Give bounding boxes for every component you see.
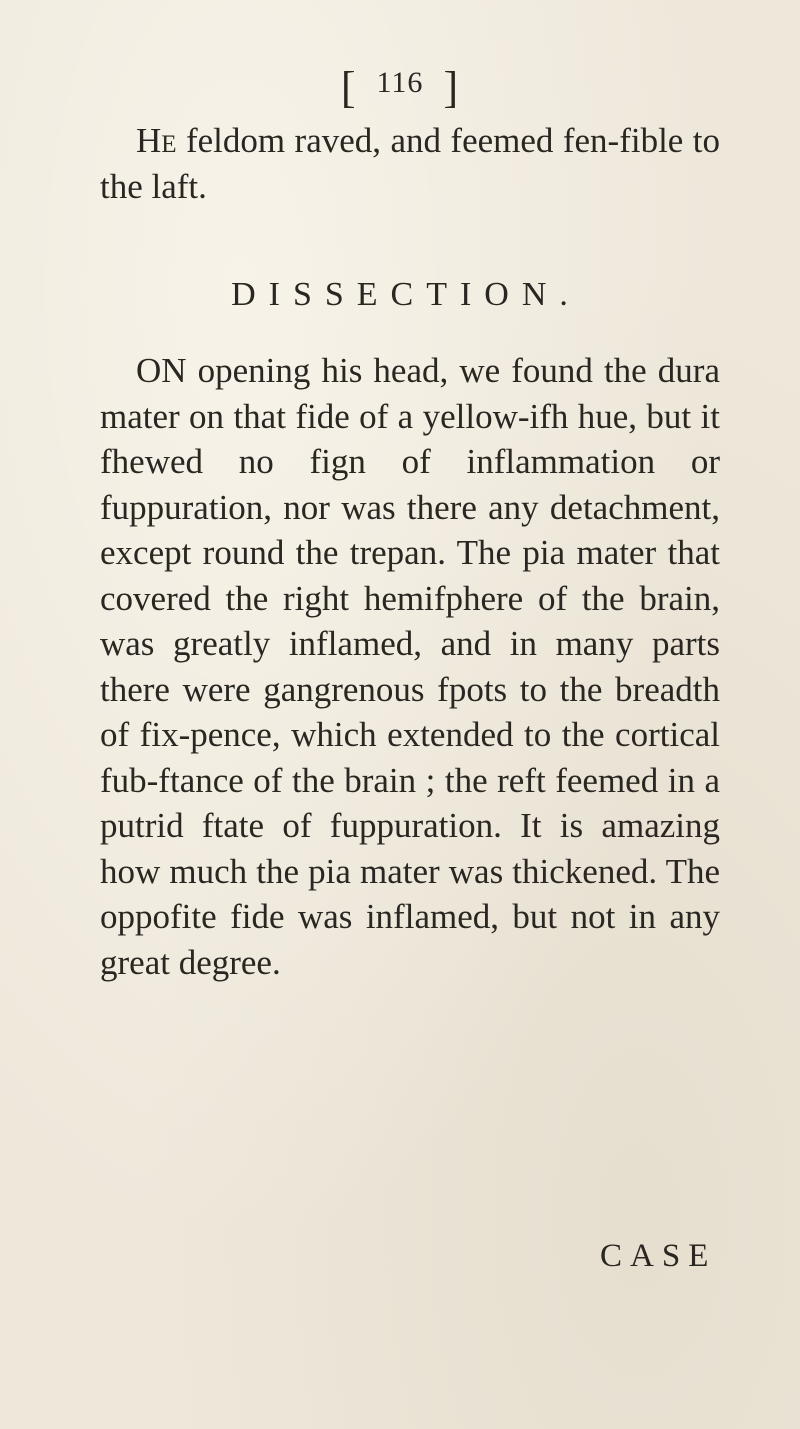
- intro-text: feldom raved, and feemed fen-fible to the laft.: [100, 121, 720, 206]
- header-bracket-close: ]: [443, 63, 460, 112]
- intro-lead: He: [136, 121, 177, 160]
- catchword: CASE: [600, 1238, 717, 1274]
- page-header: [0, 62, 800, 113]
- section-heading: DISSECTION.: [231, 276, 581, 313]
- page-number: 116: [376, 66, 424, 99]
- dissection-paragraph: [100, 348, 720, 985]
- header-bracket-open: [: [340, 63, 357, 112]
- intro-paragraph: [100, 118, 720, 209]
- dissection-text: ON opening his head, we found the dura mater on that fide of a yellow-ifh hue, but it fhewed no fign of inflammation or fuppuration, nor was there any detachment, except round the trepan. The pia mater that covered the right hemifphere of the brain, was greatly inflamed, and in many parts there were gangrenous fpots to the breadth of fix-pence, which extended to the cortical fub-ftance of the brain ; the reft feemed in a putrid ftate of fuppuration. It is amazing how much the pia mater was thickened. The oppofite fide was inflamed, but not in any great degree.: [100, 351, 720, 982]
